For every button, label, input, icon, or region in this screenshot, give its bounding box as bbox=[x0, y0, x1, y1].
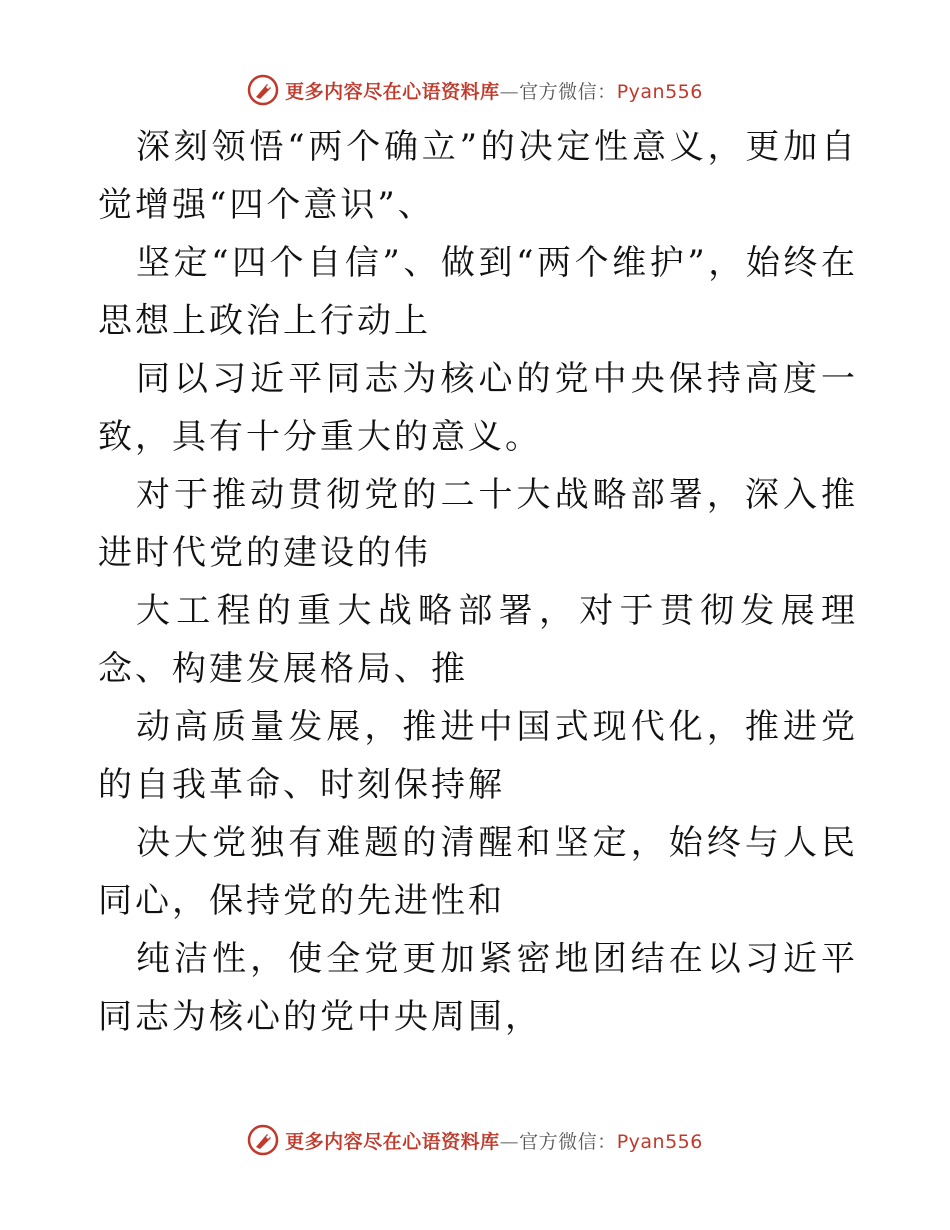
paragraph: 大工程的重大战略部署，对于贯彻发展理念、构建发展格局、推 bbox=[98, 591, 858, 689]
watermark-wechat-id: Pyan556 bbox=[616, 1130, 703, 1153]
header-watermark bbox=[0, 70, 950, 110]
footer-watermark bbox=[0, 1120, 950, 1160]
paragraph: 对于推动贯彻党的二十大战略部署，深入推进时代党的建设的伟 bbox=[98, 475, 858, 573]
watermark-separator: — bbox=[499, 80, 520, 103]
paragraph: 决大党独有难题的清醒和坚定，始终与人民同心，保持党的先进性和 bbox=[98, 823, 858, 921]
watermark-text bbox=[285, 77, 703, 104]
watermark-separator: — bbox=[499, 1130, 520, 1153]
paragraph: 动高质量发展，推进中国式现代化，推进党的自我革命、时刻保持解 bbox=[98, 707, 858, 805]
paragraph: 坚定“四个自信”、做到“两个维护”，始终在思想上政治上行动上 bbox=[98, 243, 858, 341]
watermark-text bbox=[285, 1127, 703, 1154]
pen-nib-circle-icon bbox=[247, 1124, 279, 1156]
paragraph: 深刻领悟“两个确立”的决定性意义，更加自觉增强“四个意识”、 bbox=[98, 127, 858, 225]
pen-nib-circle-icon bbox=[247, 74, 279, 106]
document-body bbox=[98, 118, 858, 1046]
watermark-site: 更多内容尽在心语资料库 bbox=[285, 1130, 500, 1153]
watermark-wechat-id: Pyan556 bbox=[616, 80, 703, 103]
watermark-label: 官方微信： bbox=[519, 80, 617, 103]
watermark-label: 官方微信： bbox=[519, 1130, 617, 1153]
paragraph: 同以习近平同志为核心的党中央保持高度一致，具有十分重大的意义。 bbox=[98, 359, 858, 457]
paragraph: 纯洁性，使全党更加紧密地团结在以习近平同志为核心的党中央周围， bbox=[98, 939, 858, 1037]
watermark-site: 更多内容尽在心语资料库 bbox=[285, 80, 500, 103]
